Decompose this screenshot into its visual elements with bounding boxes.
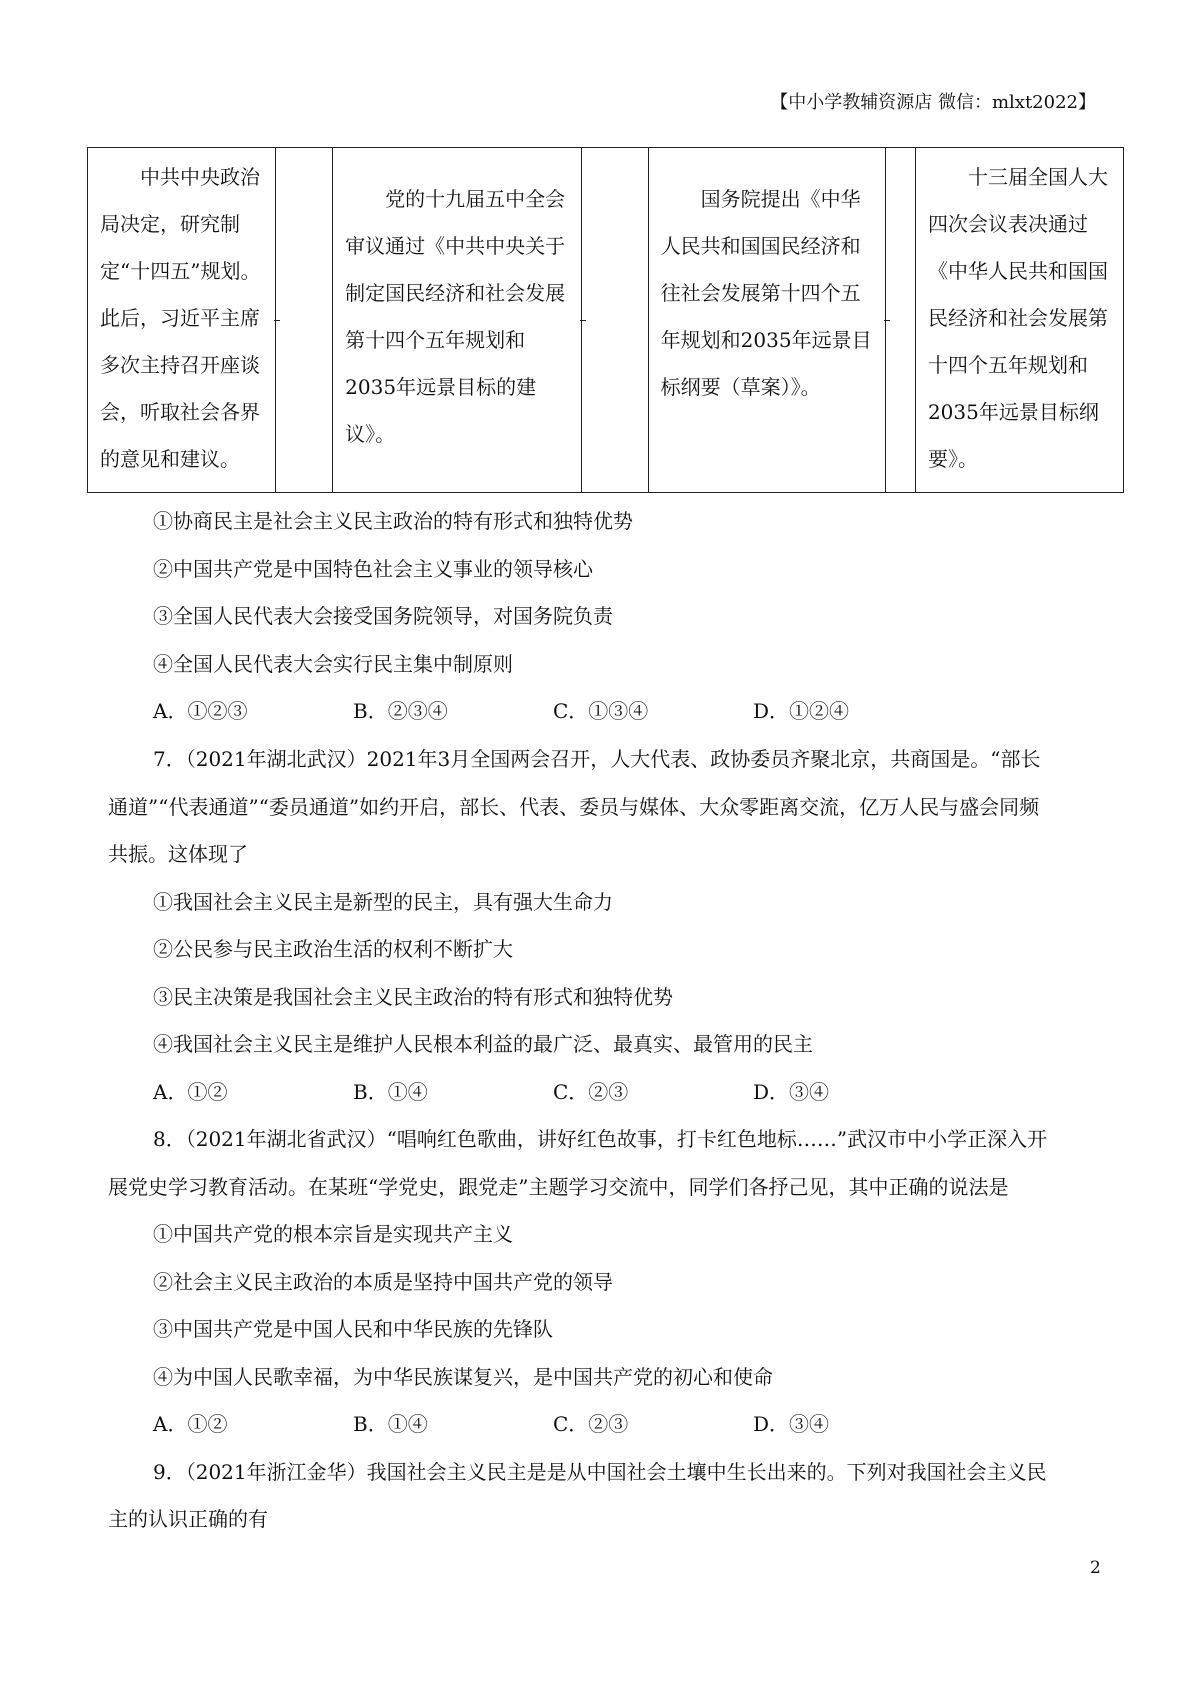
- q8-item-4: ④为中国人民歌幸福，为中华民族谋复兴，是中国共产党的初心和使命: [153, 1365, 773, 1389]
- q7-option-d: D．③④: [753, 1080, 830, 1104]
- q8-option-d: D．③④: [753, 1412, 830, 1436]
- q8-stem-1: 8．（2021年湖北省武汉）“唱响红色歌曲，讲好红色故事，打卡红色地标……”武汉市中小学正深入开: [153, 1127, 1048, 1151]
- q7-item-3: ③民主决策是我国社会主义民主政治的特有形式和独特优势: [153, 985, 673, 1009]
- q9-stem-1: 9．（2021年浙江金华）我国社会主义民主是是从中国社会土壤中生长出来的。下列对我国社会主义民: [153, 1460, 1047, 1484]
- q8-stem-2: 展党史学习教育活动。在某班“学党史，跟党走”主题学习交流中，同学们各抒己见，其中正确的说法是: [108, 1175, 1009, 1199]
- q6-option-a: A．①②③: [153, 699, 248, 723]
- q8-option-b: B．①④: [353, 1412, 428, 1436]
- process-flow-table: [87, 147, 1124, 493]
- q7-item-4: ④我国社会主义民主是维护人民根本利益的最广泛、最真实、最管用的民主: [153, 1032, 813, 1056]
- q6-option-b: B．②③④: [353, 699, 448, 723]
- flow-connector: [582, 148, 648, 493]
- q8-item-3: ③中国共产党是中国人民和中华民族的先锋队: [153, 1317, 553, 1341]
- flow-connector: [275, 148, 332, 493]
- q9-stem-2: 主的认识正确的有: [108, 1507, 268, 1531]
- q6-item-4: ④全国人民代表大会实行民主集中制原则: [153, 652, 513, 676]
- q7-stem-2: 通道”“代表通道”“委员通道”如约开启，部长、代表、委员与媒体、大众零距离交流，亿万人民与盛会同频: [108, 795, 1040, 819]
- q8-option-a: A．①②: [153, 1412, 228, 1436]
- q6-option-c: C．①③④: [553, 699, 649, 723]
- q7-option-a: A．①②: [153, 1080, 228, 1104]
- q7-stem-3: 共振。这体现了: [108, 842, 248, 866]
- q8-item-2: ②社会主义民主政治的本质是坚持中国共产党的领导: [153, 1270, 613, 1294]
- flow-step-1: 中共中央政治局决定，研究制定“十四五”规划。此后，习近平主席多次主持召开座谈会，听取社会各界的意见和建议。: [88, 148, 276, 493]
- q8-item-1: ①中国共产党的根本宗旨是实现共产主义: [153, 1222, 513, 1246]
- q6-item-3: ③全国人民代表大会接受国务院领导，对国务院负责: [153, 604, 613, 628]
- q7-item-1: ①我国社会主义民主是新型的民主，具有强大生命力: [153, 890, 613, 914]
- flow-connector: [885, 148, 915, 493]
- q7-stem-1: 7．（2021年湖北武汉）2021年3月全国两会召开，人大代表、政协委员齐聚北京，共商国是。“部长: [153, 747, 1041, 771]
- q6-item-2: ②中国共产党是中国特色社会主义事业的领导核心: [153, 557, 593, 581]
- q6-item-1: ①协商民主是社会主义民主政治的特有形式和独特优势: [153, 509, 633, 533]
- q7-option-c: C．②③: [553, 1080, 629, 1104]
- q7-option-b: B．①④: [353, 1080, 428, 1104]
- page-header: 【中小学教辅资源店 微信：mlxt2022】: [770, 92, 1096, 113]
- flow-step-3: 国务院提出《中华人民共和国国民经济和往社会发展第十四个五年规划和2035年远景目标纲要（草案）》。: [648, 148, 885, 493]
- q6-option-d: D．①②④: [753, 699, 850, 723]
- flow-step-2: 党的十九届五中全会审议通过《中共中央关于制定国民经济和社会发展第十四个五年规划和2035年远景目标的建议》。: [333, 148, 582, 493]
- page-number: 2: [1090, 1558, 1101, 1578]
- q8-option-c: C．②③: [553, 1412, 629, 1436]
- q8-options: [153, 1408, 953, 1437]
- q6-options: [153, 695, 953, 724]
- flow-step-4: 十三届全国人大四次会议表决通过《中华人民共和国国民经济和社会发展第十四个五年规划和2035年远景目标纲要》。: [915, 148, 1123, 493]
- q7-item-2: ②公民参与民主政治生活的权利不断扩大: [153, 937, 513, 961]
- q7-options: [153, 1076, 953, 1105]
